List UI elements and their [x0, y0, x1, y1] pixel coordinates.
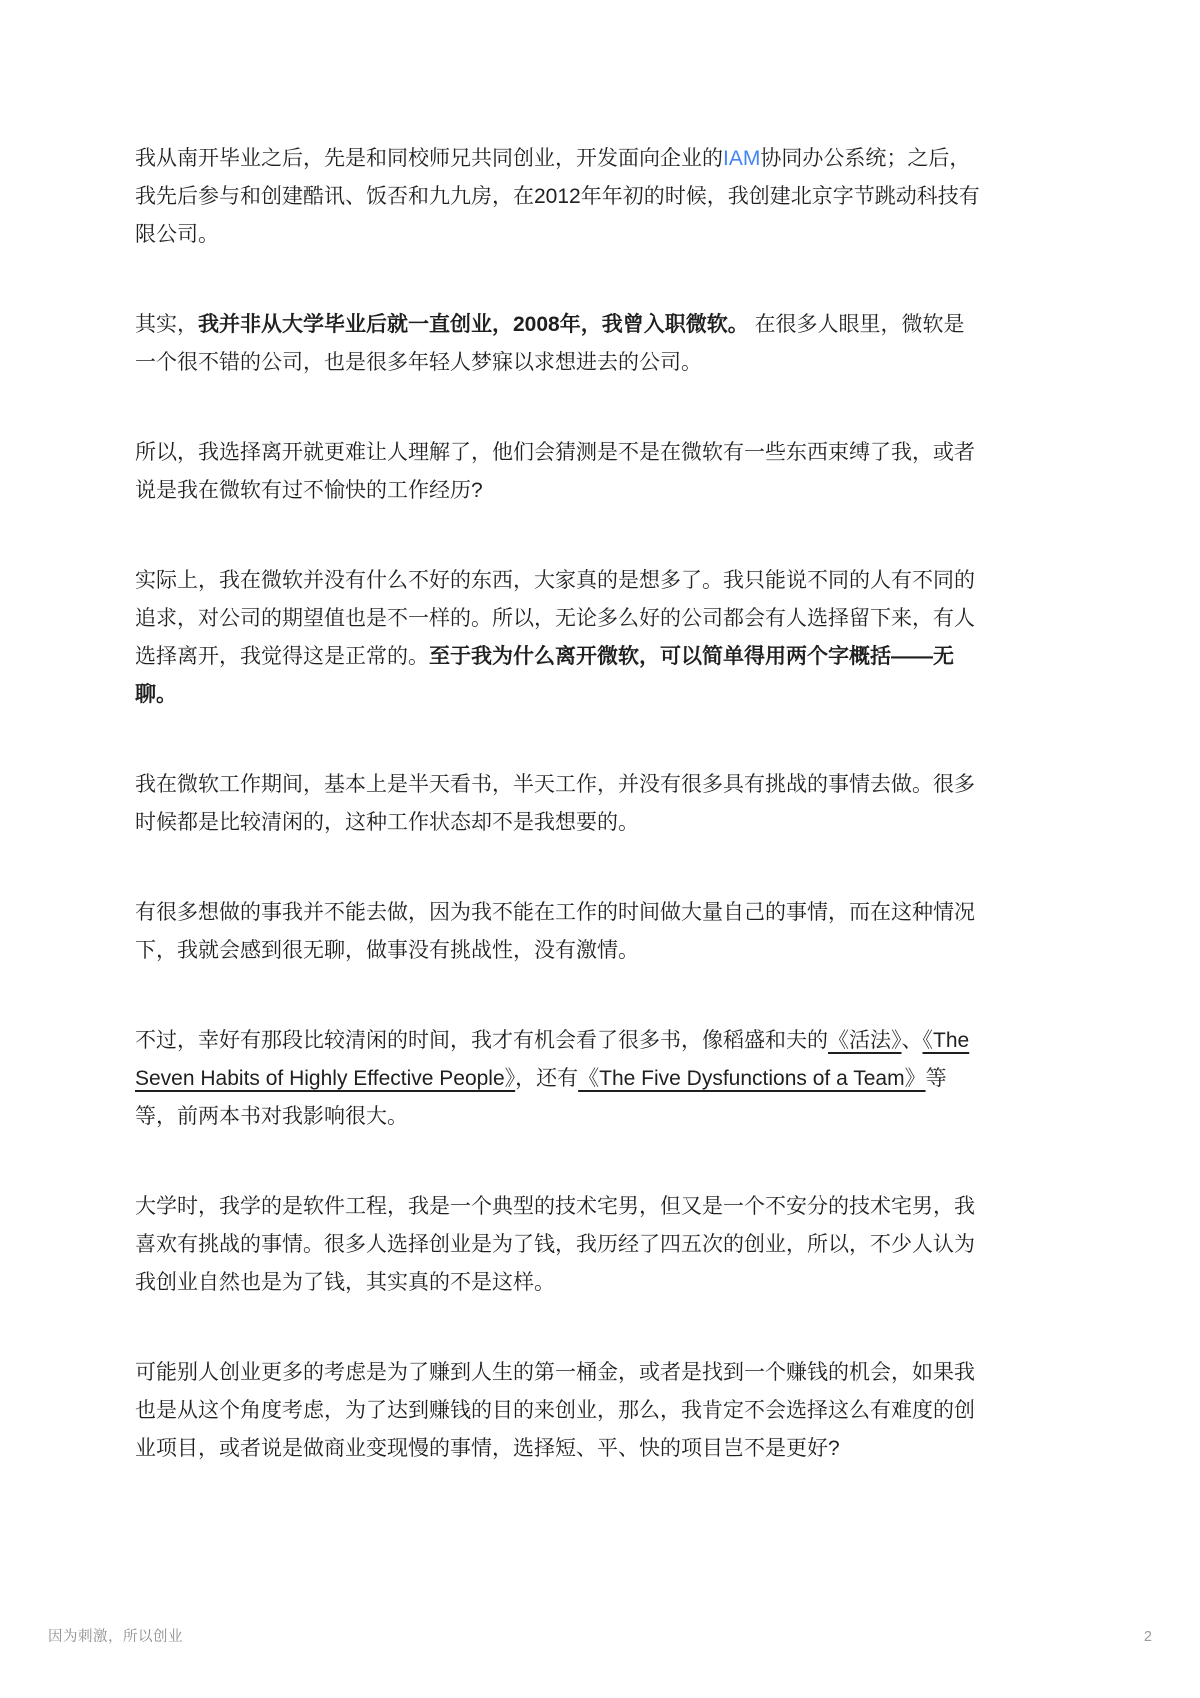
text-run: 实际上，我在微软并没有什么不好的东西，大家真的是想多了。我只能说不同的人有不同的追求，对公司的期望值也是不一样的。所以，无论多么好的公司都会有人选择留下来，有人选择离开，我觉得这是正常的。	[135, 569, 975, 668]
text-run: 等等，前两本书对我影响很大。	[135, 1067, 947, 1128]
bold-text-run: 我并非从大学毕业后就一直创业，2008年，我曾入职微软。	[198, 313, 749, 336]
text-run: 大学时，我学的是软件工程，我是一个典型的技术宅男，但又是一个不安分的技术宅男，我喜欢有挑战的事情。很多人选择创业是为了钱，我历经了四五次的创业，所以，不少人认为我创业自然也是为了钱，其实真的不是这样。	[135, 1195, 975, 1294]
footer-book-title: 因为刺激，所以创业	[48, 1629, 183, 1645]
paragraph	[135, 894, 983, 970]
book-title-link[interactable]: 《活法》	[828, 1029, 902, 1052]
paragraph	[135, 306, 983, 382]
text-run: 我在微软工作期间，基本上是半天看书，半天工作，并没有很多具有挑战的事情去做。很多时候都是比较清闲的，这种工作状态却不是我想要的。	[135, 773, 975, 834]
paragraph	[135, 434, 983, 510]
highlighted-term: IAM	[723, 147, 761, 170]
text-run: 我从南开毕业之后，先是和同校师兄共同创业，开发面向企业的	[135, 147, 723, 170]
book-title-link[interactable]: 《The Five Dysfunctions of a Team》	[578, 1067, 926, 1090]
document-body	[135, 140, 983, 1520]
page-footer	[48, 1625, 1152, 1646]
page-number: 2	[1143, 1629, 1152, 1645]
text-run: 不过，幸好有那段比较清闲的时间，我才有机会看了很多书，像稻盛和夫的	[135, 1029, 828, 1052]
paragraph	[135, 1354, 983, 1468]
paragraph	[135, 1022, 983, 1136]
paragraph	[135, 562, 983, 714]
text-run: 有很多想做的事我并不能去做，因为我不能在工作的时间做大量自己的事情，而在这种情况下，我就会感到很无聊，做事没有挑战性，没有激情。	[135, 901, 975, 962]
book-title-link[interactable]: 《The Seven Habits of Highly Effective People》	[135, 1029, 970, 1090]
paragraph	[135, 766, 983, 842]
text-run: ，还有	[515, 1067, 579, 1090]
paragraph	[135, 1188, 983, 1302]
text-run: 可能别人创业更多的考虑是为了赚到人生的第一桶金，或者是找到一个赚钱的机会，如果我也是从这个角度考虑，为了达到赚钱的目的来创业，那么，我肯定不会选择这么有难度的创业项目，或者说是做商业变现慢的事情，选择短、平、快的项目岂不是更好?	[135, 1361, 975, 1460]
bold-text-run: 至于我为什么离开微软，可以简单得用两个字概括——无聊。	[135, 645, 954, 706]
text-run: 其实，	[135, 313, 198, 336]
text-run: 在很多人眼里，微软是一个很不错的公司，也是很多年轻人梦寐以求想进去的公司。	[135, 313, 965, 374]
text-run: 协同办公系统；之后，我先后参与和创建酷讯、饭否和九九房，在2012年年初的时候，我创建北京字节跳动科技有限公司。	[135, 147, 980, 246]
text-run: 、	[901, 1029, 923, 1052]
text-run: 所以，我选择离开就更难让人理解了，他们会猜测是不是在微软有一些东西束缚了我，或者说是我在微软有过不愉快的工作经历?	[135, 441, 975, 502]
paragraph	[135, 140, 983, 254]
